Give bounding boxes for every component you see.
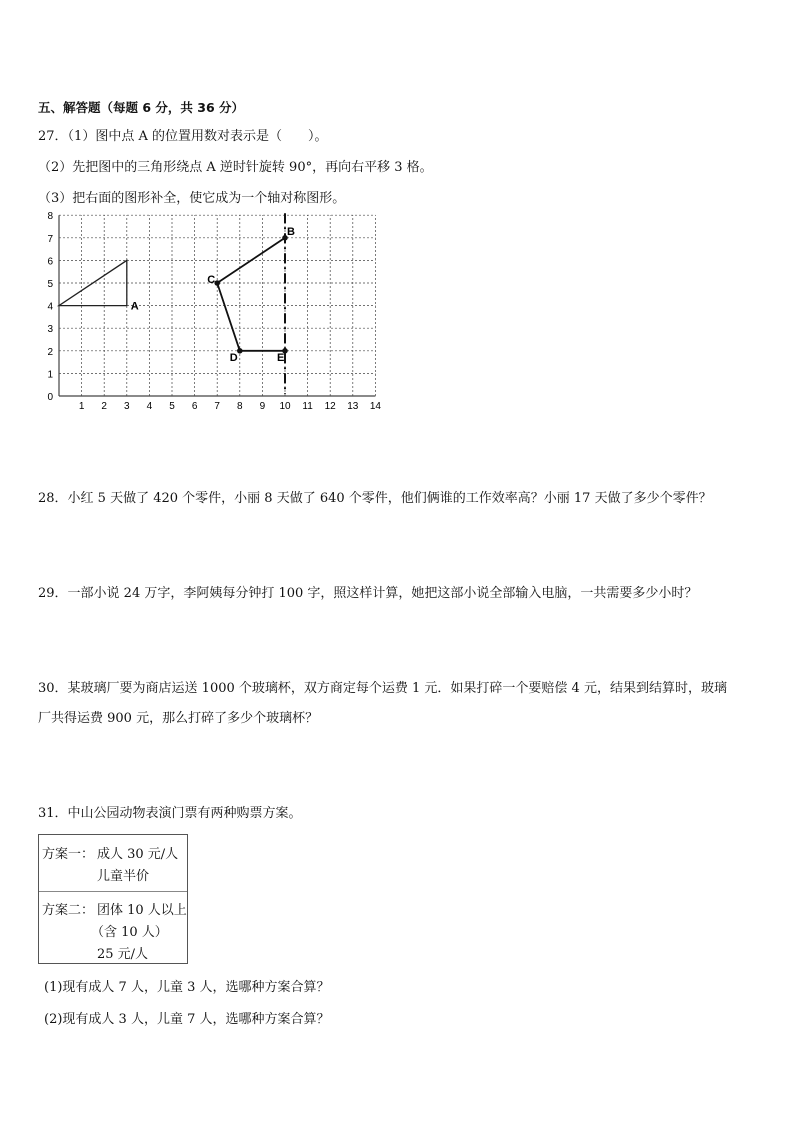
x-tick-label: 1 bbox=[78, 401, 85, 412]
point-c-marker bbox=[214, 280, 220, 286]
x-tick-label: 7 bbox=[214, 401, 220, 412]
x-tick-label: 10 bbox=[279, 401, 291, 412]
x-tick-label: 4 bbox=[146, 401, 153, 412]
plan2-line1: 团体 10 人以上 bbox=[97, 903, 187, 918]
x-tick-label: 5 bbox=[169, 401, 175, 412]
y-tick-label: 6 bbox=[47, 256, 53, 268]
plan2-label: 方案二： bbox=[42, 903, 95, 918]
coordinate-grid bbox=[36, 210, 396, 415]
y-tick-label: 0 bbox=[47, 392, 53, 403]
y-tick-label: 8 bbox=[47, 211, 53, 223]
section-title: 五、解答题（每题 6 分，共 36 分） bbox=[38, 100, 245, 115]
q27-line2: （2）先把图中的三角形绕点 A 逆时针旋转 90°，再向右平移 3 格。 bbox=[38, 160, 433, 175]
point-e-label: E bbox=[277, 351, 285, 364]
plan1-line2: 儿童半价 bbox=[97, 869, 150, 884]
point-c-label: C bbox=[207, 274, 216, 286]
y-tick-label: 4 bbox=[47, 301, 53, 313]
x-tick-label: 13 bbox=[347, 401, 359, 412]
x-tick-label: 14 bbox=[369, 401, 381, 412]
plan2-line2: （含 10 人） bbox=[91, 925, 168, 940]
plan1-line1: 成人 30 元/人 bbox=[97, 847, 179, 862]
q30-line1: 30．某玻璃厂要为商店运送 1000 个玻璃杯，双方商定每个运费 1 元．如果打碎一个要赔偿 4 元，结果到结算时，玻璃 bbox=[38, 681, 727, 696]
point-d-label: D bbox=[229, 351, 238, 364]
y-tick-label: 2 bbox=[47, 346, 53, 358]
point-b-label: B bbox=[287, 225, 295, 238]
half-figure-polyline bbox=[217, 238, 285, 351]
x-tick-label: 8 bbox=[237, 401, 243, 412]
y-tick-label: 1 bbox=[47, 369, 53, 381]
ticket-plan-table bbox=[38, 834, 188, 964]
q29-text: 29．一部小说 24 万字，李阿姨每分钟打 100 字，照这样计算，她把这部小说全部输入电脑，一共需要多少小时？ bbox=[38, 586, 698, 601]
q31-sub2: (2)现有成人 3 人，儿童 7 人，选哪种方案合算？ bbox=[44, 1012, 330, 1027]
x-tick-label: 12 bbox=[324, 401, 336, 412]
x-tick-label: 11 bbox=[302, 401, 313, 412]
plan-divider bbox=[39, 891, 187, 892]
plan1-label: 方案一： bbox=[42, 847, 95, 862]
plan2-line3: 25 元/人 bbox=[97, 947, 149, 962]
q31-sub1: (1)现有成人 7 人，儿童 3 人，选哪种方案合算？ bbox=[44, 980, 330, 995]
x-tick-label: 3 bbox=[124, 401, 130, 412]
x-tick-label: 2 bbox=[101, 401, 107, 412]
x-tick-label: 6 bbox=[191, 401, 198, 412]
q27-line1: 27．（1）图中点 A 的位置用数对表示是（ ）。 bbox=[38, 129, 328, 144]
y-tick-label: 3 bbox=[47, 324, 53, 336]
y-tick-label: 5 bbox=[47, 279, 53, 290]
x-tick-label: 9 bbox=[259, 401, 266, 412]
q31-intro: 31．中山公园动物表演门票有两种购票方案。 bbox=[38, 806, 302, 821]
q27-line3: （3）把右面的图形补全，使它成为一个轴对称图形。 bbox=[38, 191, 346, 206]
point-a-label: A bbox=[130, 300, 139, 313]
q30-line2: 厂共得运费 900 元，那么打碎了多少个玻璃杯？ bbox=[38, 711, 319, 726]
y-tick-label: 7 bbox=[47, 233, 53, 245]
point-d-marker bbox=[237, 348, 243, 354]
q28-text: 28．小红 5 天做了 420 个零件，小丽 8 天做了 640 个零件，他们俩谁的工作效率高？小丽 17 天做了多少个零件？ bbox=[38, 491, 712, 506]
